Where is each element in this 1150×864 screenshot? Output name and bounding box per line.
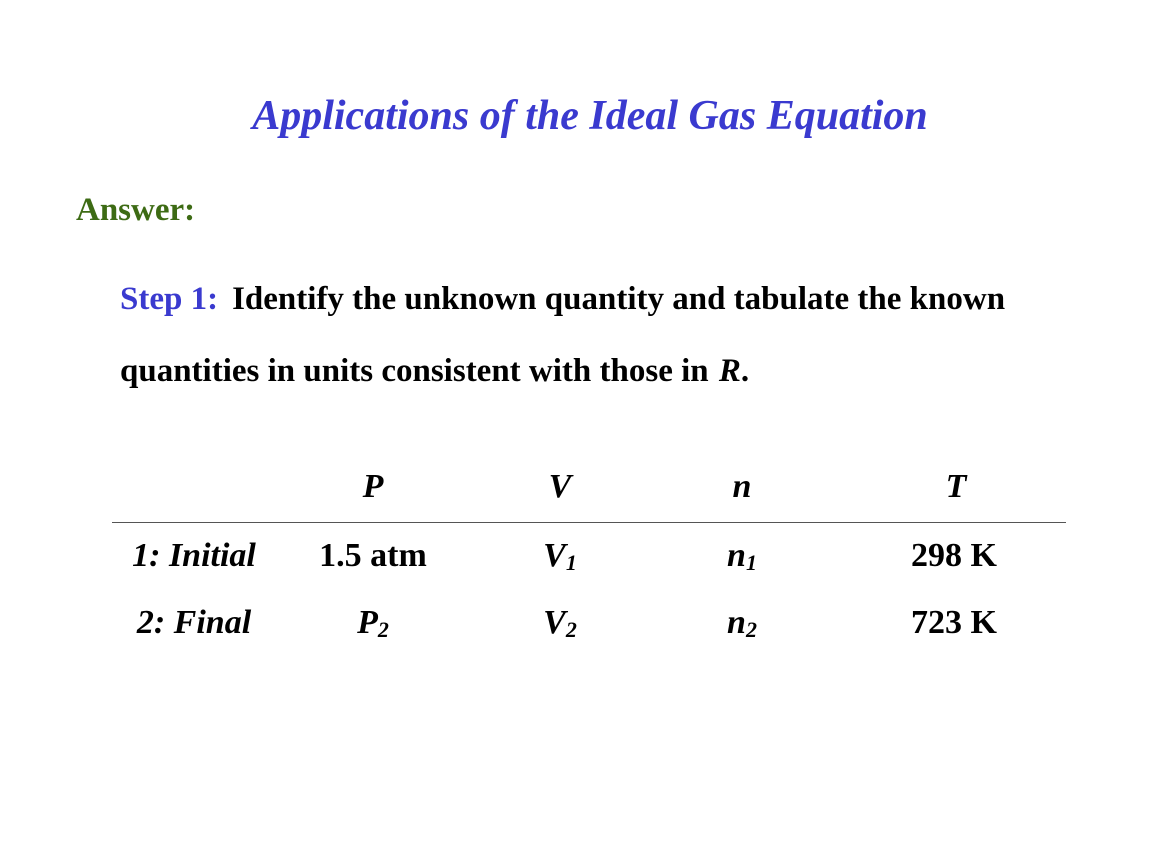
header-moles: n bbox=[732, 468, 752, 505]
initial-pressure: 1.5 atm bbox=[319, 537, 427, 574]
final-moles: n2 bbox=[727, 604, 757, 642]
initial-temperature: 298 K bbox=[911, 537, 997, 574]
final-temperature: 723 K bbox=[911, 604, 997, 641]
step-1-instruction bbox=[120, 263, 1080, 407]
row-label-initial: 1: Initial bbox=[132, 537, 256, 574]
answer-label: Answer: bbox=[76, 192, 196, 228]
step-text: Identify the unknown quantity and tabulate the known quantities in units consistent with those in bbox=[120, 281, 1006, 389]
initial-moles: n1 bbox=[727, 537, 757, 575]
final-volume: V2 bbox=[543, 604, 577, 642]
step-period: . bbox=[740, 353, 750, 389]
table-header-rule bbox=[112, 522, 1066, 523]
gas-constant-symbol: R bbox=[718, 353, 741, 389]
step-label: Step 1: bbox=[120, 281, 219, 317]
header-temperature: T bbox=[945, 468, 967, 505]
header-volume: V bbox=[548, 468, 572, 505]
initial-volume: V1 bbox=[543, 537, 577, 575]
header-pressure: P bbox=[362, 468, 384, 505]
slide-title: Applications of the Ideal Gas Equation bbox=[252, 93, 928, 139]
row-label-final: 2: Final bbox=[136, 604, 252, 641]
final-pressure: P2 bbox=[357, 604, 389, 642]
